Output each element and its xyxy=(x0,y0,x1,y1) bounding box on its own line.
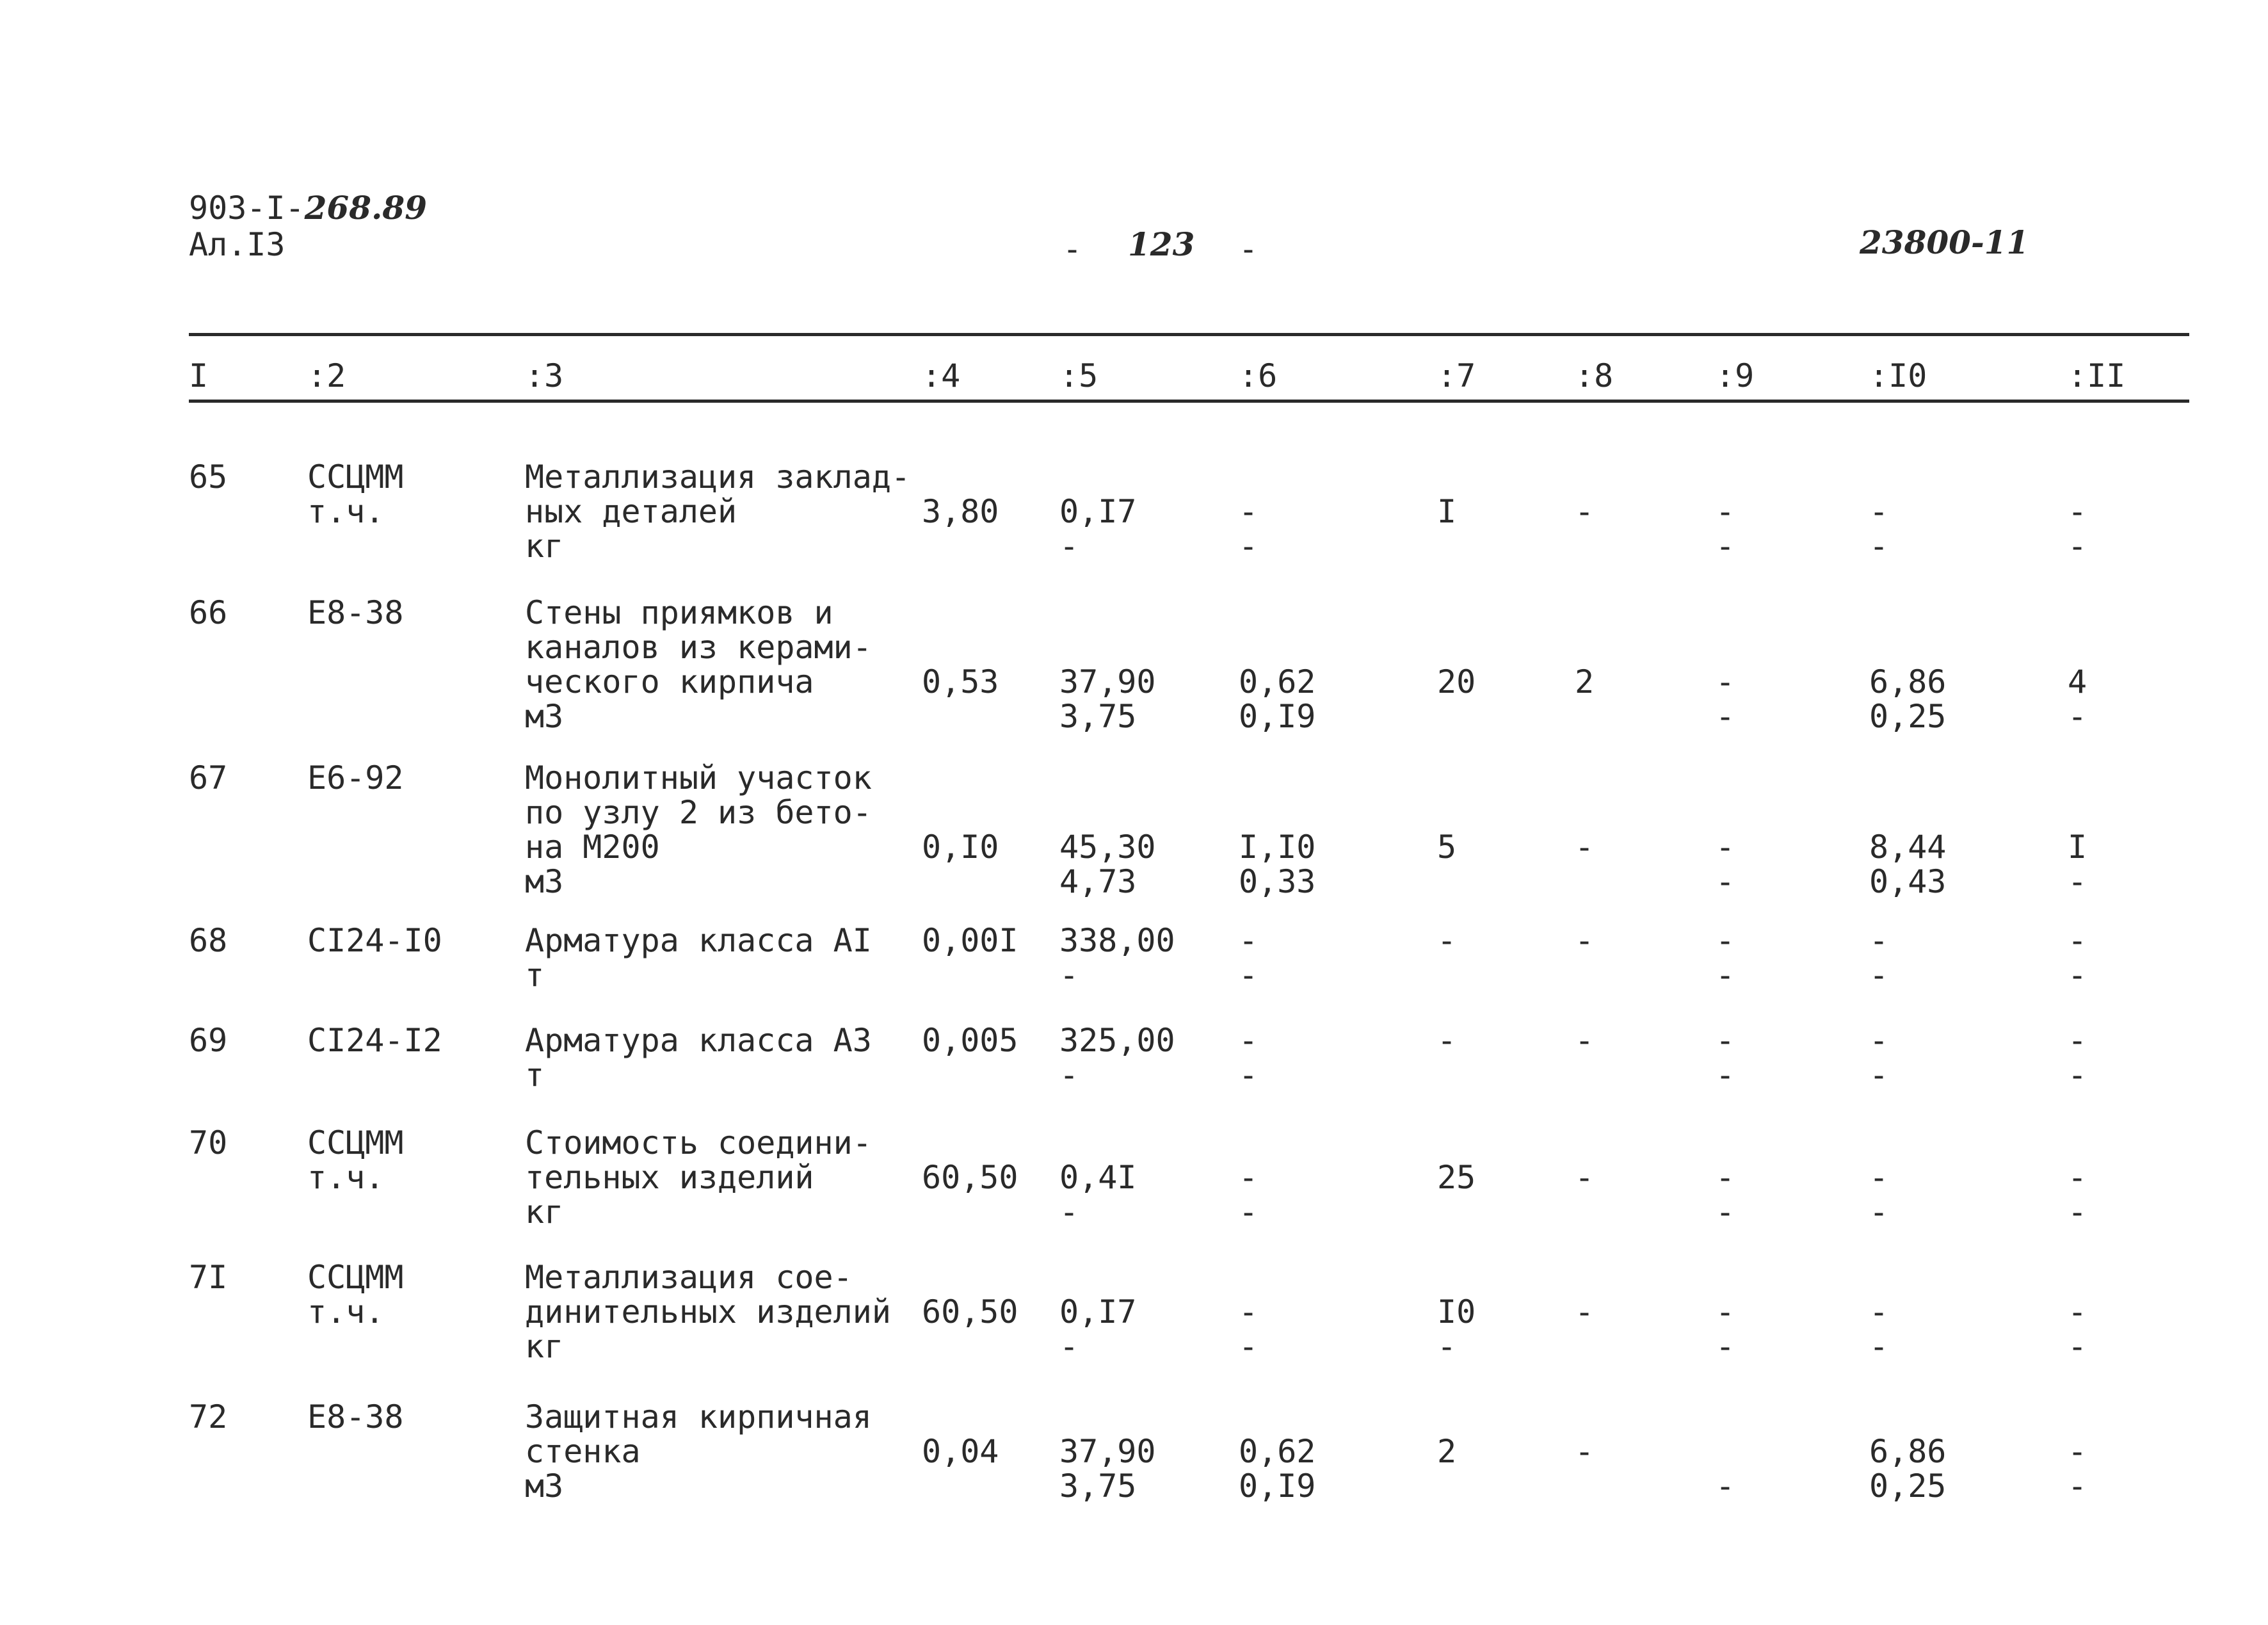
col-3-cell: Стоимость соедини- xyxy=(525,1124,872,1161)
col-3-cell: на М200 xyxy=(525,829,660,866)
col-6-cell: - xyxy=(1239,528,1259,565)
column-header-11: :II xyxy=(2068,357,2126,394)
col-2-cell: т.ч. xyxy=(307,493,385,530)
col-11-cell: - xyxy=(2068,922,2087,959)
col-3-cell: стенка xyxy=(525,1433,641,1470)
col-3-cell: Металлизация сое- xyxy=(525,1259,853,1296)
col-3-cell: динительных изделий xyxy=(525,1293,891,1330)
col-5-cell: 3,75 xyxy=(1059,1467,1137,1505)
col-11-cell: - xyxy=(2068,1193,2087,1231)
col-8-cell: - xyxy=(1575,493,1595,530)
column-header-4: :4 xyxy=(922,357,961,394)
col-5-cell: - xyxy=(1059,528,1079,565)
col-10-cell: 0,43 xyxy=(1869,863,1947,900)
column-header-7: :7 xyxy=(1437,357,1476,394)
col-8-cell: - xyxy=(1575,922,1595,959)
col-11-cell: - xyxy=(2068,863,2087,900)
col-10-cell: - xyxy=(1869,1159,1889,1196)
col-8-cell: 2 xyxy=(1575,663,1595,700)
col-2-cell: СI24-I0 xyxy=(307,922,442,959)
col-3-cell: ческого кирпича xyxy=(525,663,814,700)
col-4-cell: 0,53 xyxy=(922,663,999,700)
col-9-cell: - xyxy=(1716,1293,1735,1330)
page-dash-right: - xyxy=(1239,230,1259,268)
col-9-cell: - xyxy=(1716,1022,1735,1059)
col-8-cell: - xyxy=(1575,1293,1595,1330)
doc-code-prefix: 903-I- xyxy=(189,190,305,227)
col-11-cell: - xyxy=(2068,1022,2087,1059)
col-9-cell: - xyxy=(1716,1467,1735,1505)
col-5-cell: 325,00 xyxy=(1059,1022,1175,1059)
column-header-6: :6 xyxy=(1239,357,1278,394)
col-4-cell: 60,50 xyxy=(922,1293,1018,1330)
col-11-cell: - xyxy=(2068,1433,2087,1470)
col-3-cell: м3 xyxy=(525,698,564,735)
col-10-cell: - xyxy=(1869,957,1889,994)
col-10-cell: - xyxy=(1869,493,1889,530)
col-7-cell: I xyxy=(1437,493,1457,530)
col-6-cell: - xyxy=(1239,922,1259,959)
col-9-cell: - xyxy=(1716,663,1735,700)
album-label: Ал.I3 xyxy=(189,226,286,263)
column-header-5: :5 xyxy=(1059,357,1098,394)
col-10-cell: - xyxy=(1869,1293,1889,1330)
col-2-cell: Е8-38 xyxy=(307,594,404,631)
col-10-cell: - xyxy=(1869,1328,1889,1365)
col-11-cell: - xyxy=(2068,1293,2087,1330)
col-6-cell: 0,I9 xyxy=(1239,1467,1316,1505)
col-8-cell: - xyxy=(1575,1022,1595,1059)
col-9-cell: - xyxy=(1716,1056,1735,1094)
column-header-10: :I0 xyxy=(1869,357,1927,394)
col-1-cell: 68 xyxy=(189,922,228,959)
col-7-cell: - xyxy=(1437,1022,1457,1059)
col-1-cell: 70 xyxy=(189,1124,228,1161)
col-3-cell: Арматура класса А3 xyxy=(525,1022,872,1059)
col-4-cell: 0,00I xyxy=(922,922,1018,959)
col-6-cell: - xyxy=(1239,1193,1259,1231)
col-11-cell: - xyxy=(2068,528,2087,565)
col-10-cell: - xyxy=(1869,1193,1889,1231)
col-1-cell: 72 xyxy=(189,1398,228,1435)
col-5-cell: - xyxy=(1059,1328,1079,1365)
col-4-cell: 3,80 xyxy=(922,493,999,530)
col-11-cell: - xyxy=(2068,698,2087,735)
col-5-cell: 4,73 xyxy=(1059,863,1137,900)
sheet-code: 23800-11 xyxy=(1860,223,2029,261)
col-2-cell: ССЦММ xyxy=(307,1124,404,1161)
col-3-cell: м3 xyxy=(525,863,564,900)
col-2-cell: т.ч. xyxy=(307,1293,385,1330)
col-9-cell: - xyxy=(1716,528,1735,565)
col-6-cell: - xyxy=(1239,1022,1259,1059)
col-11-cell: - xyxy=(2068,1056,2087,1094)
doc-code-handwritten: 268.89 xyxy=(304,189,427,227)
col-1-cell: 67 xyxy=(189,759,228,796)
column-header-8: :8 xyxy=(1575,357,1614,394)
col-5-cell: 0,4I xyxy=(1059,1159,1137,1196)
col-7-cell: - xyxy=(1437,1328,1457,1365)
col-4-cell: 0,04 xyxy=(922,1433,999,1470)
col-3-cell: кг xyxy=(525,1193,564,1231)
col-10-cell: - xyxy=(1869,1022,1889,1059)
col-9-cell: - xyxy=(1716,1193,1735,1231)
col-11-cell: - xyxy=(2068,493,2087,530)
col-9-cell: - xyxy=(1716,493,1735,530)
col-10-cell: 6,86 xyxy=(1869,1433,1947,1470)
col-9-cell: - xyxy=(1716,829,1735,866)
col-4-cell: 60,50 xyxy=(922,1159,1018,1196)
col-6-cell: - xyxy=(1239,1159,1259,1196)
page-dash-left: - xyxy=(1063,230,1082,268)
col-3-cell: Арматура класса АI xyxy=(525,922,872,959)
col-5-cell: - xyxy=(1059,957,1079,994)
col-3-cell: каналов из керами- xyxy=(525,629,872,666)
col-10-cell: 6,86 xyxy=(1869,663,1947,700)
col-3-cell: по узлу 2 из бето- xyxy=(525,794,872,831)
col-10-cell: 8,44 xyxy=(1869,829,1947,866)
table-header-rule xyxy=(189,400,2189,403)
col-3-cell: т xyxy=(525,1056,545,1094)
col-5-cell: 0,I7 xyxy=(1059,493,1137,530)
col-2-cell: т.ч. xyxy=(307,1159,385,1196)
col-3-cell: т xyxy=(525,957,545,994)
col-1-cell: 69 xyxy=(189,1022,228,1059)
col-8-cell: - xyxy=(1575,1433,1595,1470)
column-header-1: I xyxy=(189,357,209,394)
col-3-cell: Защитная кирпичная xyxy=(525,1398,872,1435)
column-header-2: :2 xyxy=(307,357,346,394)
col-7-cell: - xyxy=(1437,922,1457,959)
col-2-cell: СI24-I2 xyxy=(307,1022,442,1059)
col-10-cell: 0,25 xyxy=(1869,1467,1947,1505)
col-10-cell: - xyxy=(1869,528,1889,565)
col-6-cell: - xyxy=(1239,957,1259,994)
col-2-cell: ССЦММ xyxy=(307,1259,404,1296)
col-4-cell: 0,005 xyxy=(922,1022,1018,1059)
col-3-cell: м3 xyxy=(525,1467,564,1505)
col-10-cell: 0,25 xyxy=(1869,698,1947,735)
col-3-cell: Металлизация заклад- xyxy=(525,458,911,496)
col-3-cell: Стены приямков и xyxy=(525,594,833,631)
col-6-cell: - xyxy=(1239,1328,1259,1365)
col-5-cell: 37,90 xyxy=(1059,1433,1156,1470)
col-3-cell: ных деталей xyxy=(525,493,737,530)
col-11-cell: I xyxy=(2068,829,2087,866)
col-2-cell: Е8-38 xyxy=(307,1398,404,1435)
table-top-rule xyxy=(189,333,2189,336)
col-3-cell: Монолитный участок xyxy=(525,759,872,796)
col-6-cell: 0,62 xyxy=(1239,663,1316,700)
col-6-cell: - xyxy=(1239,1293,1259,1330)
col-7-cell: 25 xyxy=(1437,1159,1476,1196)
col-9-cell: - xyxy=(1716,1159,1735,1196)
col-2-cell: ССЦММ xyxy=(307,458,404,496)
column-header-3: :3 xyxy=(525,357,564,394)
col-3-cell: кг xyxy=(525,528,564,565)
col-7-cell: 20 xyxy=(1437,663,1476,700)
col-5-cell: 3,75 xyxy=(1059,698,1137,735)
col-9-cell: - xyxy=(1716,863,1735,900)
col-7-cell: 2 xyxy=(1437,1433,1457,1470)
col-1-cell: 7I xyxy=(189,1259,228,1296)
col-6-cell: 0,62 xyxy=(1239,1433,1316,1470)
col-8-cell: - xyxy=(1575,829,1595,866)
col-5-cell: 45,30 xyxy=(1059,829,1156,866)
col-4-cell: 0,I0 xyxy=(922,829,999,866)
col-9-cell: - xyxy=(1716,922,1735,959)
col-6-cell: I,I0 xyxy=(1239,829,1316,866)
col-9-cell: - xyxy=(1716,698,1735,735)
col-1-cell: 65 xyxy=(189,458,228,496)
col-6-cell: 0,33 xyxy=(1239,863,1316,900)
col-6-cell: - xyxy=(1239,1056,1259,1094)
col-5-cell: - xyxy=(1059,1193,1079,1231)
col-9-cell: - xyxy=(1716,1328,1735,1365)
col-5-cell: 338,00 xyxy=(1059,922,1175,959)
col-3-cell: кг xyxy=(525,1328,564,1365)
col-7-cell: 5 xyxy=(1437,829,1457,866)
col-11-cell: - xyxy=(2068,1159,2087,1196)
page-number: 123 xyxy=(1128,225,1195,263)
col-1-cell: 66 xyxy=(189,594,228,631)
col-8-cell: - xyxy=(1575,1159,1595,1196)
col-11-cell: 4 xyxy=(2068,663,2087,700)
col-11-cell: - xyxy=(2068,957,2087,994)
column-header-9: :9 xyxy=(1716,357,1755,394)
col-6-cell: - xyxy=(1239,493,1259,530)
col-6-cell: 0,I9 xyxy=(1239,698,1316,735)
col-5-cell: 0,I7 xyxy=(1059,1293,1137,1330)
col-5-cell: - xyxy=(1059,1056,1079,1094)
col-11-cell: - xyxy=(2068,1467,2087,1505)
col-2-cell: Е6-92 xyxy=(307,759,404,796)
col-3-cell: тельных изделий xyxy=(525,1159,814,1196)
doc-code xyxy=(189,191,427,225)
col-10-cell: - xyxy=(1869,922,1889,959)
col-5-cell: 37,90 xyxy=(1059,663,1156,700)
col-9-cell: - xyxy=(1716,957,1735,994)
col-10-cell: - xyxy=(1869,1056,1889,1094)
col-7-cell: I0 xyxy=(1437,1293,1476,1330)
col-11-cell: - xyxy=(2068,1328,2087,1365)
